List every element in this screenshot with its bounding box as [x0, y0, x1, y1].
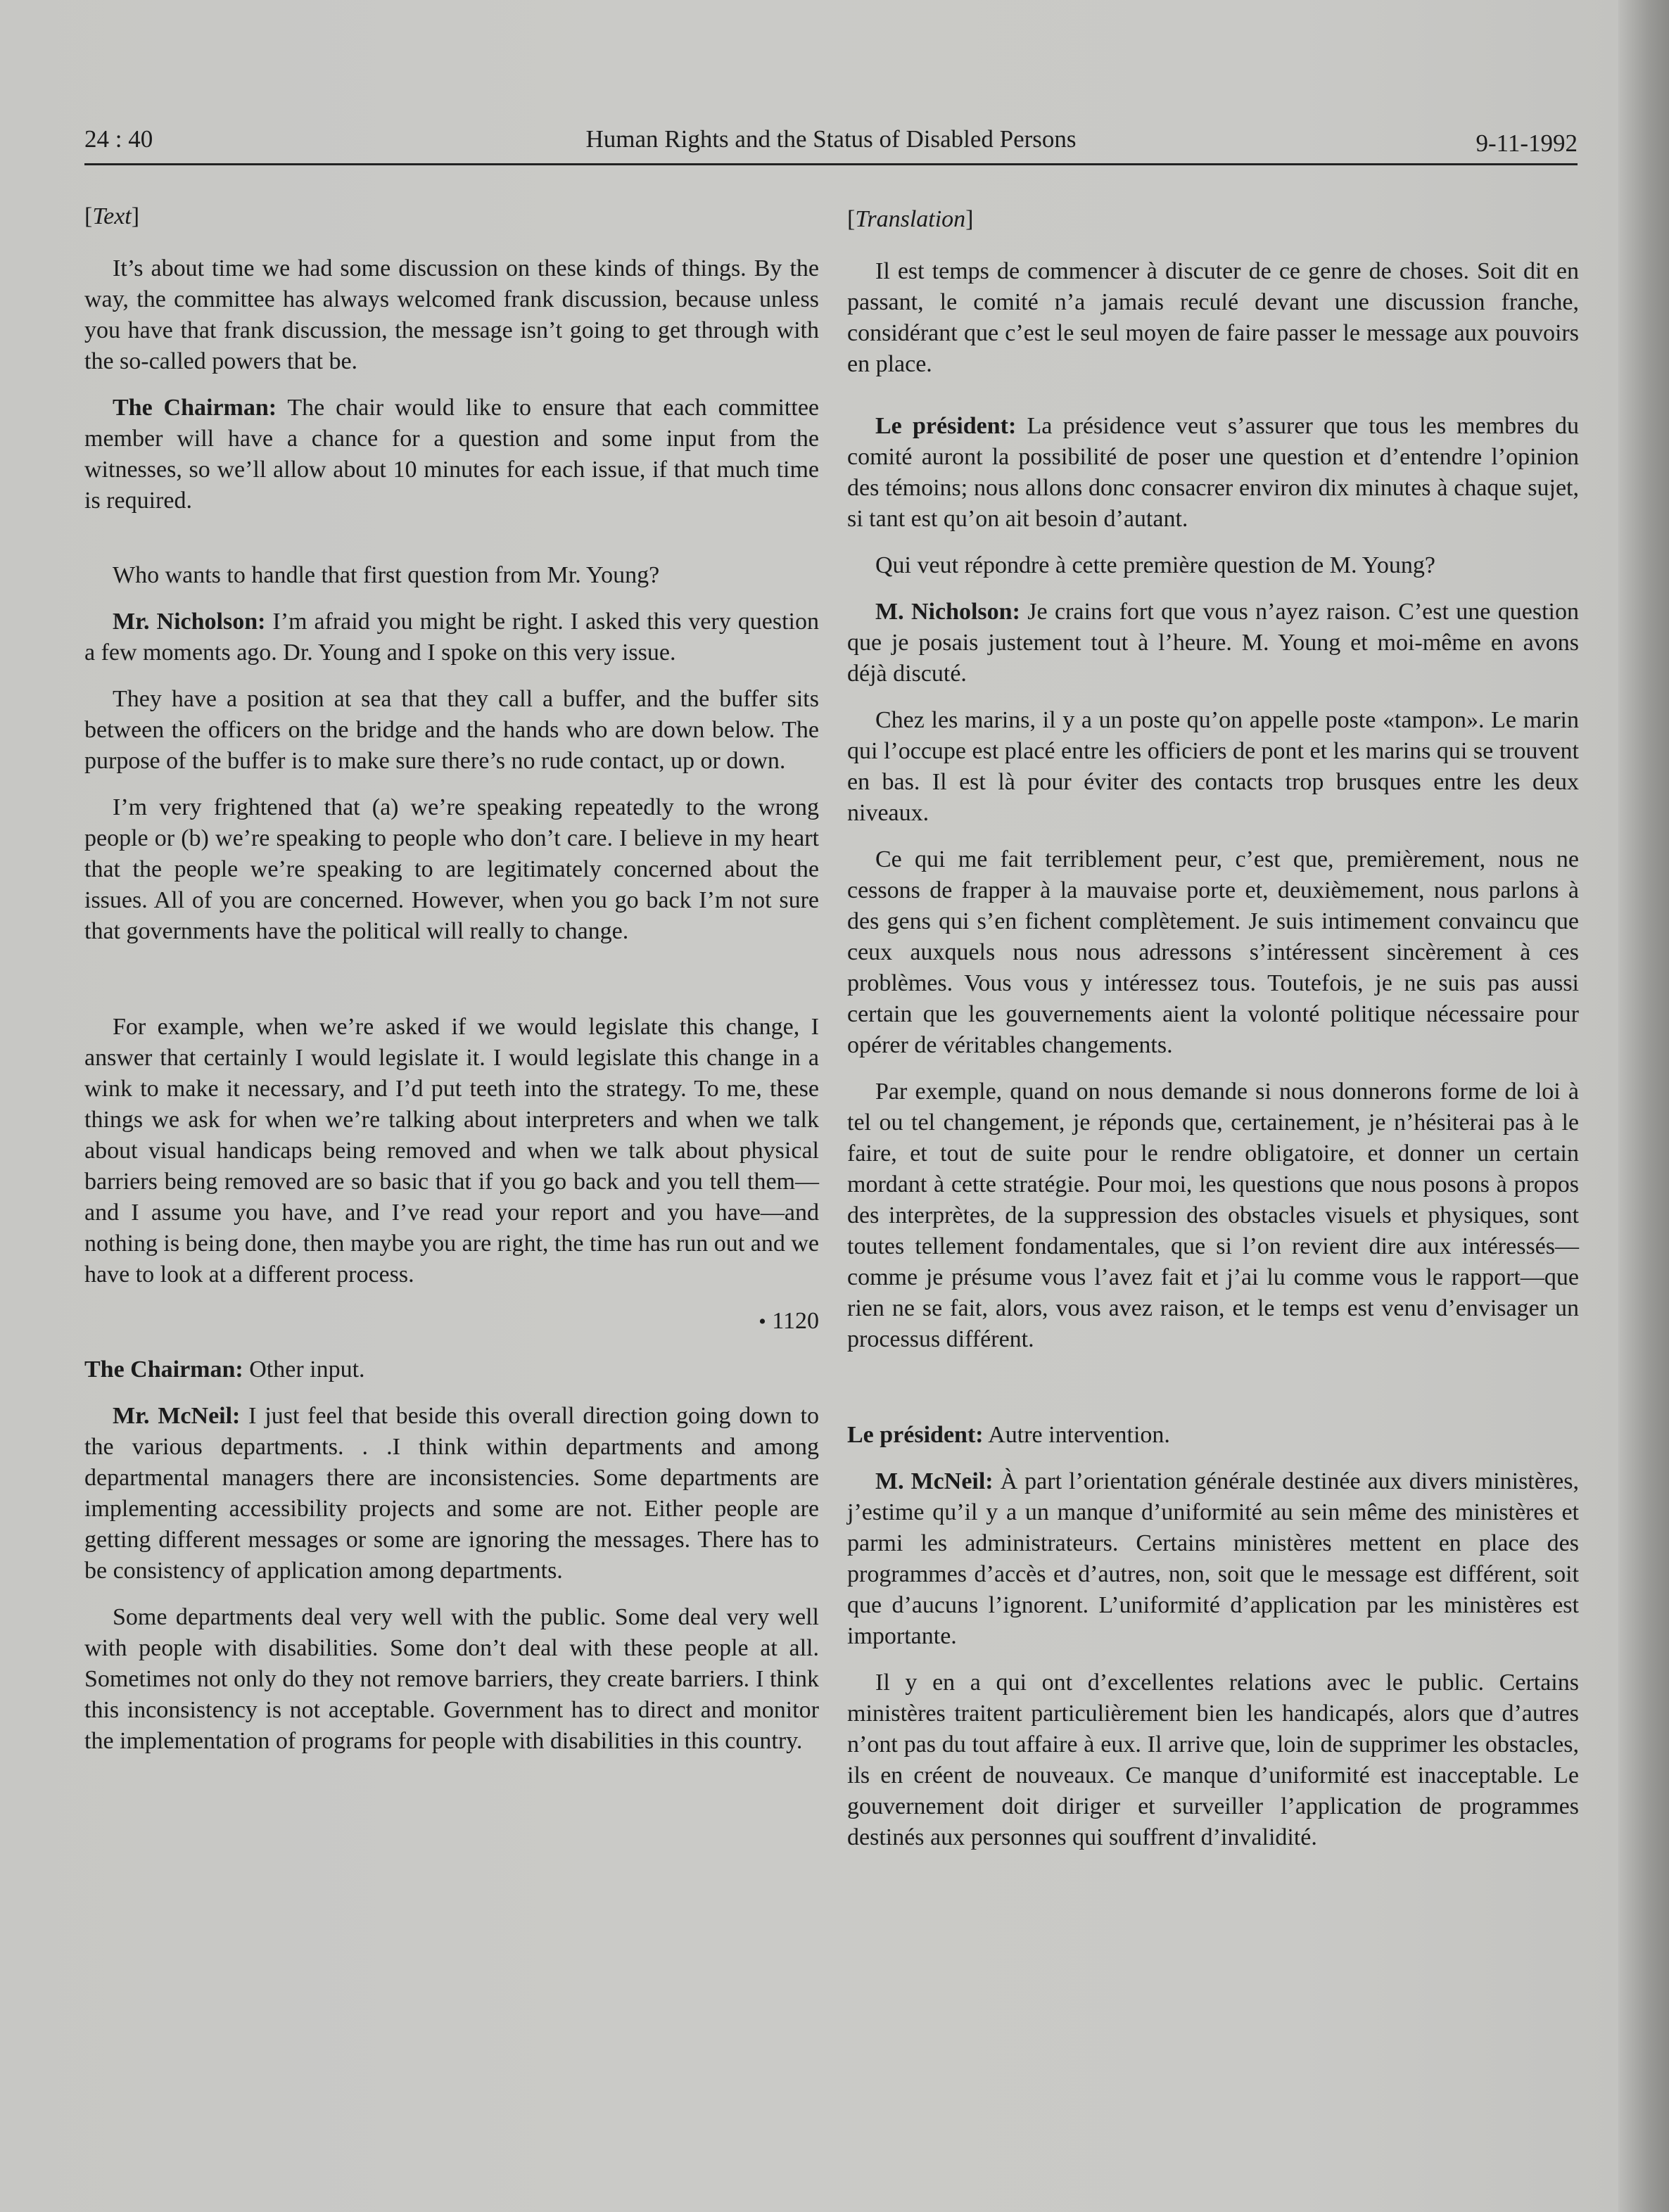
paragraph: It’s about time we had some discussion on these kinds of things. By the way, the committee has always welcomed frank discussion, because unless you have that frank discussion, the message isn’t going to get through with the so-called powers that be.	[84, 255, 819, 374]
header-date: 9-11-1992	[1476, 129, 1578, 157]
paragraph	[84, 1354, 819, 1385]
paragraph: I’m very frightened that (a) we’re speaking repeatedly to the wrong people or (b) we’re speaking to people who don’t care. I believe in my heart that the people we’re speaking to are legitimately concerned about the issues. All of you are concerned. However, when you go back I’m not sure that governments have the political will really to change.	[84, 794, 819, 944]
paragraph: Some departments deal very well with the public. Some deal very well with people with disabilities. Some don’t deal with these people at all. Sometimes not only do they not remove barriers, they create barriers. I think this inconsistency is not acceptable. Government has to direct and monitor the implementation of programs for people with disabilities in this country.	[84, 1604, 819, 1754]
speaker-name: Mr. McNeil:	[113, 1403, 241, 1429]
paragraph	[84, 393, 819, 516]
paragraph: Qui veut répondre à cette première question de M. Young?	[875, 552, 1435, 578]
speaker-name: Le président:	[847, 1422, 984, 1448]
speech-text: Autre intervention.	[983, 1422, 1170, 1448]
speaker-name: M. Nicholson:	[875, 599, 1020, 625]
translation-marker: [Translation]	[847, 206, 974, 232]
paragraph	[847, 411, 1579, 535]
paragraph	[847, 1466, 1579, 1652]
paragraph	[84, 606, 819, 668]
header-title: Human Rights and the Status of Disabled Persons	[585, 125, 1077, 153]
paragraph: Ce qui me fait terriblement peur, c’est que, premièrement, nous ne cessons de frapper à la mauvaise porte et, deuxièmement, nous parlons à des gens qui s’en fichent complètement. Je suis intimement convaincu que ceux auxquels nous nous adressons s’intéressent sincèrement à ces problèmes. Vous vous y intéressez tous. Toutefois, je ne suis pas aussi certain que les gouvernements aient la volonté politique nécessaire pour opérer de véritables changements.	[847, 846, 1579, 1058]
page-edge-shadow	[1618, 0, 1669, 2212]
speaker-name: Le président:	[875, 413, 1017, 439]
speaker-name: M. McNeil:	[875, 1468, 994, 1494]
paragraph	[847, 597, 1579, 689]
text-marker-label: Text	[92, 203, 132, 229]
speech-text: The chair would like to ensure that each committee member will have a chance for a question and some input from the witnesses, so we’ll allow about 10 minutes for each issue, if that much time is required.	[84, 395, 820, 514]
speech-text: Other input.	[243, 1356, 365, 1382]
english-column	[84, 201, 819, 1772]
translation-marker-label: Translation	[855, 206, 966, 232]
speech-text: I just feel that beside this overall direction going down to the various departments. . .I think within departments and among departmental managers there are inconsistencies. Some departments are implementing accessibility projects and some are not. Either people are getting different messages or some are ignoring the messages. There has to be consistency of application among departments.	[84, 1403, 819, 1584]
speech-text: La présidence veut s’assurer que tous les membres du comité auront la possibilité de poser une question et d’entendre l’opinion des témoins; nous allons donc consacrer environ dix minutes à chaque sujet, si tant est qu’on ait besoin d’autant.	[847, 413, 1579, 532]
french-column	[847, 204, 1579, 1869]
paragraph	[84, 1401, 819, 1587]
paragraph	[847, 1420, 1579, 1451]
page-number: 24 : 40	[84, 125, 153, 153]
bullet-icon: •	[759, 1310, 766, 1333]
text-marker: [Text]	[84, 203, 140, 229]
time-value: 1120	[772, 1308, 819, 1334]
speech-text: Je crains fort que vous n’ayez raison. C’est une question que je posais justement tout à l’heure. M. Young et moi-même en avons déjà discuté.	[847, 599, 1580, 687]
running-header	[84, 125, 1578, 160]
time-reference	[84, 1306, 819, 1337]
paragraph: Par exemple, quand on nous demande si nous donnerons forme de loi à tel ou tel changement, je réponds que, certainement, je n’hésiterai pas à le faire, et tout de suite pour le rendre obligatoire, et donner un certain mordant à cette stratégie. Pour moi, les questions que nous posons à propos des interprètes, de la suppression des obstacles visuels et physiques, sont toutes tellement fondamentales, que si l’on revient dire aux intéressés—comme je présume vous l’avez fait et j’ai lu comme vous le rapport—que rien ne se fait, alors, vous avez raison, et le temps est venu d’envisager un processus différent.	[847, 1079, 1579, 1352]
paragraph: Chez les marins, il y a un poste qu’on appelle poste «tampon». Le marin qui l’occupe est placé entre les officiers de pont et les marins qui se trouvent en bas. Il est là pour éviter des contacts trop brusques entre les deux niveaux.	[847, 707, 1579, 826]
header-rule	[84, 163, 1578, 165]
paragraph: For example, when we’re asked if we would legislate this change, I answer that certainly I would legislate it. I would legislate this change in a wink to make it necessary, and I’d put teeth into the strategy. To me, these things we ask for when we’re talking about interpreters and when we talk about visual handicaps being removed and when we talk about physical barriers being removed are so basic that if you go back and you tell them—and I assume you have, and I’ve read your report and you have—and nothing is being done, then maybe you are right, the time has run out and we have to look at a different process.	[84, 1014, 819, 1288]
paragraph: They have a position at sea that they call a buffer, and the buffer sits between the officers on the bridge and the hands who are down below. The purpose of the buffer is to make sure there’s no rude contact, up or down.	[84, 686, 819, 774]
paragraph: Il y en a qui ont d’excellentes relations avec le public. Certains ministères traitent particulièrement bien les handicapés, alors que d’autres n’ont pas du tout affaire à eux. Il arrive que, loin de supprimer les obstacles, ils en créent de nouveaux. Ce manque d’uniformité est inacceptable. Le gouvernement doit diriger et surveiller l’application de programmes destinés aux personnes qui souffrent d’invalidité.	[847, 1670, 1579, 1850]
speech-text: À part l’orientation générale destinée aux divers ministères, j’estime qu’il y a un manque d’uniformité au sein même des ministères et parmi les administrateurs. Certains ministères mettent en place des programmes d’accès et d’autres, non, soit que le message est différent, soit que d’aucuns l’ignorent. L’uniformité d’application par les ministères est importante.	[847, 1468, 1579, 1649]
speech-text: I’m afraid you might be right. I asked this very question a few moments ago. Dr. Young and I spoke on this very issue.	[84, 609, 819, 666]
speaker-name: Mr. Nicholson:	[113, 609, 266, 635]
paragraph: Il est temps de commencer à discuter de ce genre de choses. Soit dit en passant, le comité n’a jamais reculé devant une discussion franche, considérant que c’est le seul moyen de faire passer le message aux pouvoirs en place.	[847, 258, 1579, 377]
speaker-name: The Chairman:	[113, 395, 277, 421]
speaker-name: The Chairman:	[84, 1356, 243, 1382]
paragraph: Who wants to handle that first question from Mr. Young?	[113, 562, 660, 588]
